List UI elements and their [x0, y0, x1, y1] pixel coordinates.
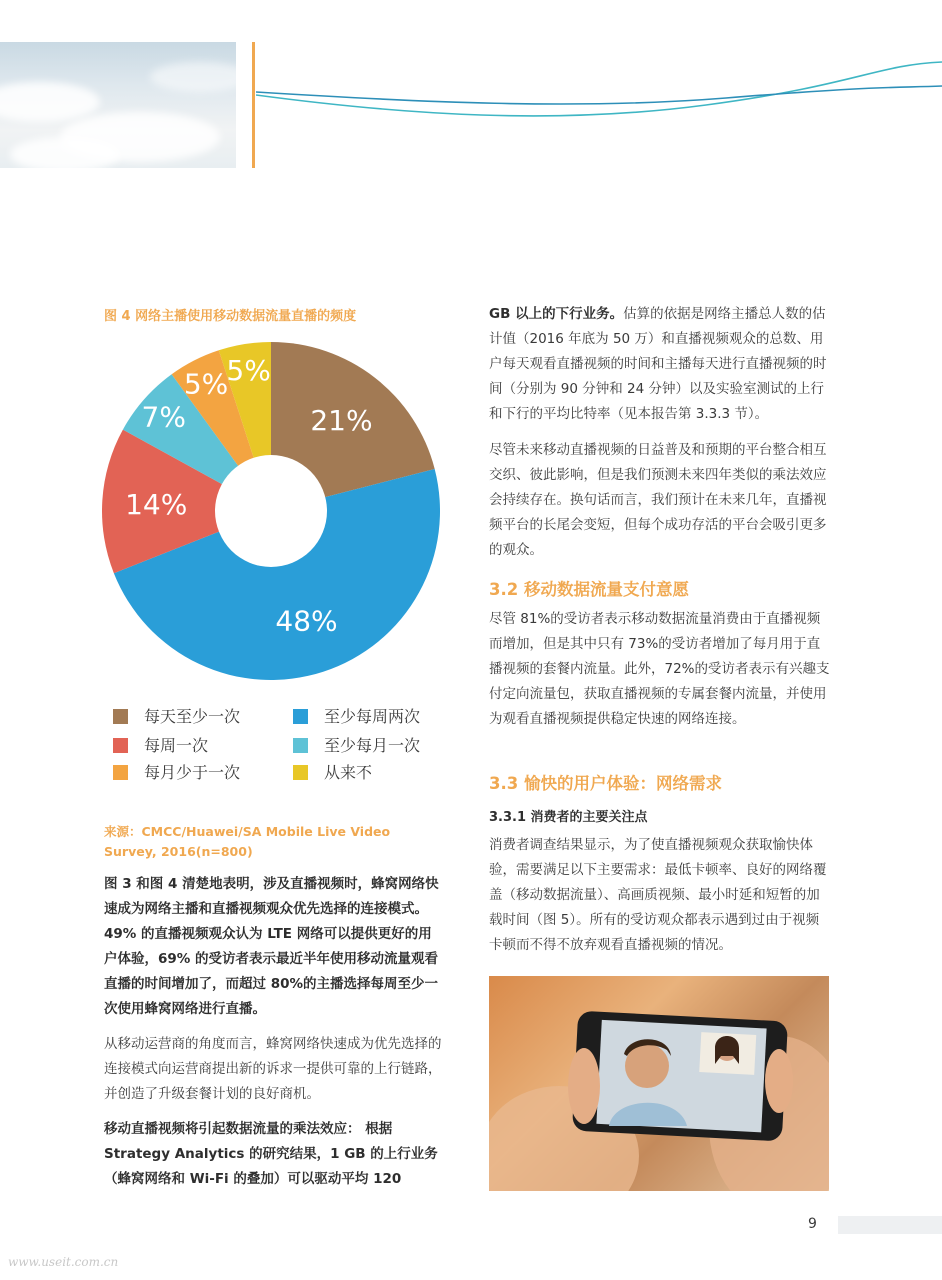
legend-swatch: [293, 709, 308, 724]
legend-label: 每月少于一次: [144, 763, 241, 782]
legend-label: 至少每周两次: [324, 707, 421, 726]
legend-item: [293, 735, 420, 757]
legend-item: [113, 706, 240, 728]
legend-item: [293, 706, 420, 728]
legend-label: 从来不: [324, 763, 373, 782]
pie-slice-label: 5%: [183, 367, 229, 401]
paragraph-estimate-basis: [489, 302, 831, 427]
paragraph-multiplier-effect: 移动直播视频将引起数据流量的乘法效应： 根据 Strategy Analytics 的研究结果，1 GB 的上行业务（蜂窝网络和 Wi-Fi 的叠加）可以驱动平均 120: [104, 1121, 438, 1187]
figure-source: 来源：CMCC/Huawei/SA Mobile Live Video Survey, 2016(n=800): [104, 824, 391, 859]
legend-swatch: [113, 709, 128, 724]
bold-lead: GB 以上的下行业务。: [489, 306, 624, 322]
legend-label: 每天至少一次: [144, 707, 241, 726]
legend-label: 每周一次: [144, 736, 209, 755]
legend-swatch: [113, 765, 128, 780]
paragraph-text: 估算的依据是网络主播总人数的估计值（2016 年底为 50 万）和直播视频观众的总数、用户每天观看直播视频的时间和主播每天进行直播视频的时间（分别为 90 分钟和 24 分钟）以及实验室测试的上行和下行的平均比特率（见本报告第 3.3.3 节）。: [489, 306, 827, 422]
pie-slice-label: 7%: [141, 400, 186, 434]
pie-slice-label: 48%: [275, 604, 338, 638]
phone-video-call-illustration: [489, 976, 829, 1191]
header-sky-image: [0, 42, 236, 168]
pie-slice-label: 5%: [226, 353, 271, 387]
section-heading-3-3: 3.3 愉快的用户体验：网络需求: [489, 774, 722, 793]
legend-item: [113, 735, 208, 757]
legend-item: [113, 762, 240, 784]
legend-item: [293, 762, 372, 784]
video-call-photo: [489, 976, 829, 1191]
watermark: www.useit.com.cn: [8, 1255, 119, 1269]
page-number: 9: [808, 1216, 817, 1232]
pie-slice-label: 14%: [125, 487, 188, 521]
paragraph-operator-perspective: 从移动运营商的角度而言，蜂窝网络快速成为优先选择的连接模式向运营商提出新的诉求一提供可靠的上行链路，并创造了升级套餐计划的良好商机。: [104, 1036, 442, 1102]
pie-chart: [100, 340, 442, 682]
figure-title: 图 4 网络主播使用移动数据流量直播的频度: [104, 309, 357, 324]
paragraph-network-preference: 图 3 和图 4 清楚地表明，涉及直播视频时，蜂窝网络快速成为网络主播和直播视频观众优先选择的连接模式。 49% 的直播视频观众认为 LTE 网络可以提供更好的用户体验，69% 的受访者表示最近半年使用移动流量观看直播的时间增加了，而超过 80%的主播选择每周至少一次使用蜂窝网络进行直播。: [104, 876, 439, 1017]
pie-hole: [215, 455, 327, 567]
paragraph-future-forecast: 尽管未来移动直播视频的日益普及和预期的平台整合相互交织、彼此影响，但是我们预测未来四年类似的乘法效应会持续存在。换句话而言，我们预计在未来几年，直播视频平台的长尾会变短，但每个成功存活的平台会吸引更多的观众。: [489, 442, 827, 558]
paragraph-payment-willingness: 尽管 81%的受访者表示移动数据流量消费由于直播视频而增加，但是其中只有 73%的受访者增加了每月用于直播视频的套餐内流量。此外，72%的受访者表示有兴趣支付定向流量包，获取直播视频的专属套餐内流量，并使用为观看直播视频提供稳定快速的网络连接。: [489, 611, 830, 727]
header-wave-lines: [256, 40, 942, 140]
legend-swatch: [113, 738, 128, 753]
legend-label: 至少每月一次: [324, 736, 421, 755]
footer-bar: [838, 1216, 942, 1234]
subsection-heading-3-3-1: 3.3.1 消费者的主要关注点: [489, 810, 648, 825]
pie-slice-label: 21%: [310, 404, 373, 438]
legend-swatch: [293, 765, 308, 780]
section-heading-3-2: 3.2 移动数据流量支付意愿: [489, 580, 689, 599]
paragraph-consumer-concerns: 消费者调查结果显示，为了使直播视频观众获取愉快体验，需要满足以下主要需求：最低卡顿率、良好的网络覆盖（移动数据流量）、高画质视频、最小时延和短暂的加载时间（图 5）。所有的受访观众都表示遇到过由于视频卡顿而不得不放弃观看直播视频的情况。: [489, 837, 827, 953]
header-accent-bar: [252, 42, 255, 168]
legend-swatch: [293, 738, 308, 753]
